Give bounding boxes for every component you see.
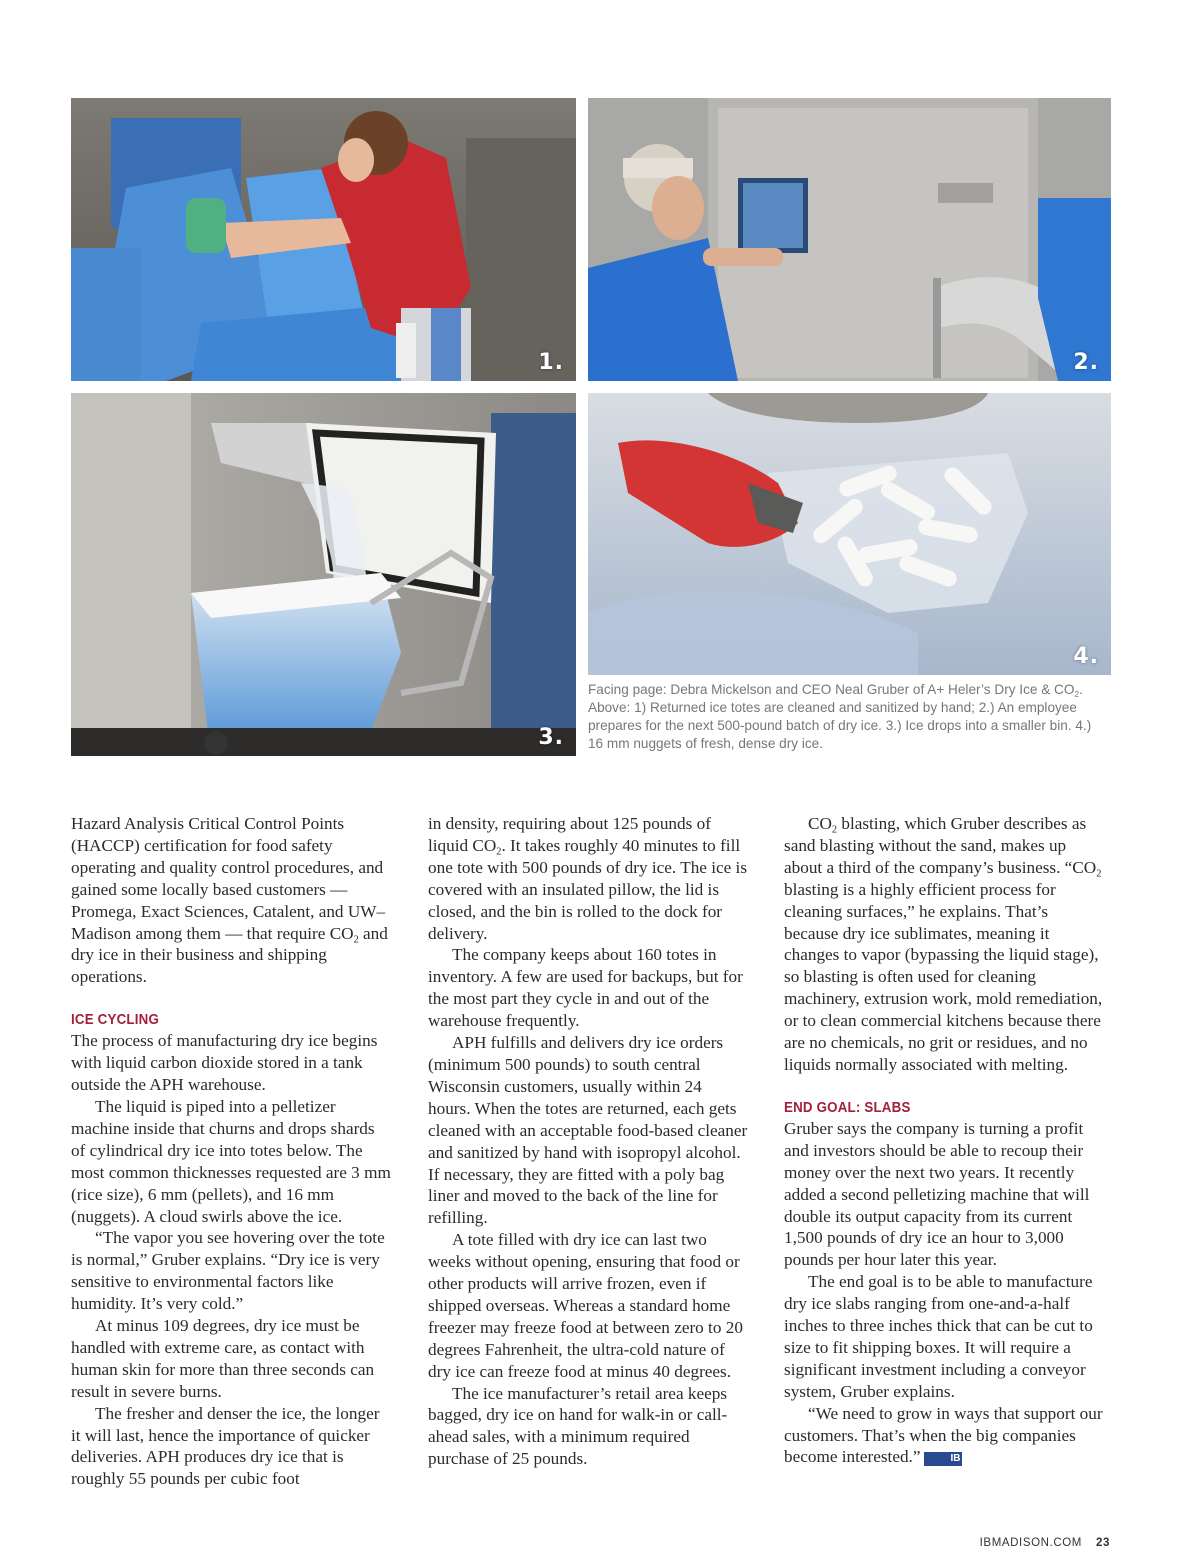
page-footer	[980, 1537, 1110, 1549]
paragraph: The end goal is to be able to manufacture dry ice slabs ranging from one-and-a-half inches to three inches thick that can be cut to size to fit shipping boxes. It will require a significant investment including a conveyor system, Gruber explains.	[784, 1272, 1093, 1401]
paragraph: At minus 109 degrees, dry ice must be handled with extreme care, as contact with human skin for more than three seconds can result in severe burns.	[71, 1316, 375, 1401]
page-number: 23	[1096, 1537, 1110, 1549]
photo-number: 4.	[1073, 644, 1099, 669]
paragraph: Hazard Analysis Critical Control Points (HACCP) certification for food safety operating and quality control procedures, and gained some locally based customers — Promega, Exact Sciences, Catalent, and UW–Madison among them — that require $CO_2$ and dry ice in their business and shipping operations.	[71, 814, 388, 987]
article-column-3	[784, 813, 1104, 1468]
photo-number: 2.	[1073, 350, 1099, 375]
paragraph: The company keeps about 160 totes in inventory. A few are used for backups, but for the most part they cycle in and out of the warehouse frequently.	[428, 945, 743, 1031]
photo-dry-ice-nuggets-image	[588, 393, 1111, 675]
section-heading-ice-cycling: ICE CYCLING	[71, 1012, 160, 1029]
section-heading-end-goal: END GOAL: SLABS	[784, 1099, 911, 1116]
footer-site: IBMADISON.COM	[979, 1537, 1082, 1549]
end-mark-logo: IB	[924, 1452, 962, 1466]
paragraph: “The vapor you see hovering over the tote is normal,” Gruber explains. “Dry ice is very sensitive to environmental factors like humidity. It’s very cold.”	[71, 1228, 385, 1314]
paragraph: APH fulfills and delivers dry ice orders (minimum 500 pounds) to south central Wisconsin customers, usually within 24 hours. When the totes are returned, each gets cleaned with an acceptable food-based cleaner and sanitized by hand with isopropyl alcohol. If necessary, they are fitted with a poly bag liner and moved to the back of the line for refilling.	[428, 1033, 748, 1228]
photo-number: 1.	[538, 350, 564, 375]
photo-machine-operator-image	[588, 98, 1111, 381]
paragraph: The fresher and denser the ice, the longer it will last, hence the importance of quicker deliveries. APH produces dry ice that is roughly 55 pounds per cubic foot	[71, 1403, 380, 1489]
photo-ice-bin	[71, 393, 576, 756]
photo-ice-bin-image	[71, 393, 576, 756]
paragraph: Gruber says the company is turning a profit and investors should be able to recoup their money over the next two years. It recently added a second pelletizing machine that will double its output capacity from its current 1,500 pounds of dry ice an hour to 3,000 pounds per hour later this year.	[784, 1118, 1090, 1270]
paragraph: The process of manufacturing dry ice begins with liquid carbon dioxide stored in a tank outside the APH warehouse.	[71, 1031, 378, 1095]
photo-caption: Facing page: Debra Mickelson and CEO Neal Gruber of A+ Heler’s Dry Ice & $CO_2$. Above: 1) Returned ice totes are cleaned and sanitized by hand; 2.) An employee prepares for the next 500-pound batch of dry ice. 3.) Ice drops into a smaller bin. 4.) 16 mm nuggets of fresh, dense dry ice.	[588, 682, 1092, 751]
paragraph: $CO_2$ blasting, which Gruber describes as sand blasting without the sand, makes up about a third of the company’s business. “$CO_2$ blasting is a highly efficient process for cleaning surfaces,” he explains. That’s because dry ice sublimates, meaning it changes to vapor (bypassing the liquid stage), so blasting is often used for cleaning machinery, extrusion work, mold remediation, or to clean commercial kitchens because there are no chemicals, no grit or residues, and no liquids normally associated with melting.	[784, 814, 1103, 1074]
photo-dry-ice-nuggets	[588, 393, 1111, 675]
article-column-2	[428, 813, 748, 1470]
paragraph: The ice manufacturer’s retail area keeps bagged, dry ice on hand for walk-in or call-ahead sales, with a minimum required purchase of 25 pounds.	[428, 1383, 728, 1469]
photo-cleaning-totes-image	[71, 98, 576, 381]
paragraph: in density, requiring about 125 pounds of liquid $CO_2$. It takes roughly 40 minutes to fill one tote with 500 pounds of dry ice. The ice is covered with an insulated pillow, the lid is closed, and the bin is rolled to the dock for delivery.	[428, 814, 748, 943]
photo-number: 3.	[538, 725, 564, 750]
paragraph: A tote filled with dry ice can last two weeks without opening, ensuring that food or other products will arrive frozen, even if shipped overseas. Whereas a standard home freezer may freeze food at between zero to 20 degrees Fahrenheit, the ultra-cold nature of dry ice can freeze food at minus 40 degrees.	[428, 1230, 743, 1381]
paragraph: “We need to grow in ways that support our customers. That’s when the big companies become interested.” IB	[784, 1403, 1103, 1467]
paragraph: The liquid is piped into a pelletizer machine inside that churns and drops shards of cylindrical dry ice into totes below. The most common thicknesses requested are 3 mm (rice size), 6 mm (pellets), and 16 mm (nuggets). A cloud swirls above the ice.	[71, 1096, 391, 1226]
photo-machine-operator	[588, 98, 1111, 381]
article-column-1	[71, 813, 391, 1490]
photo-cleaning-totes	[71, 98, 576, 381]
